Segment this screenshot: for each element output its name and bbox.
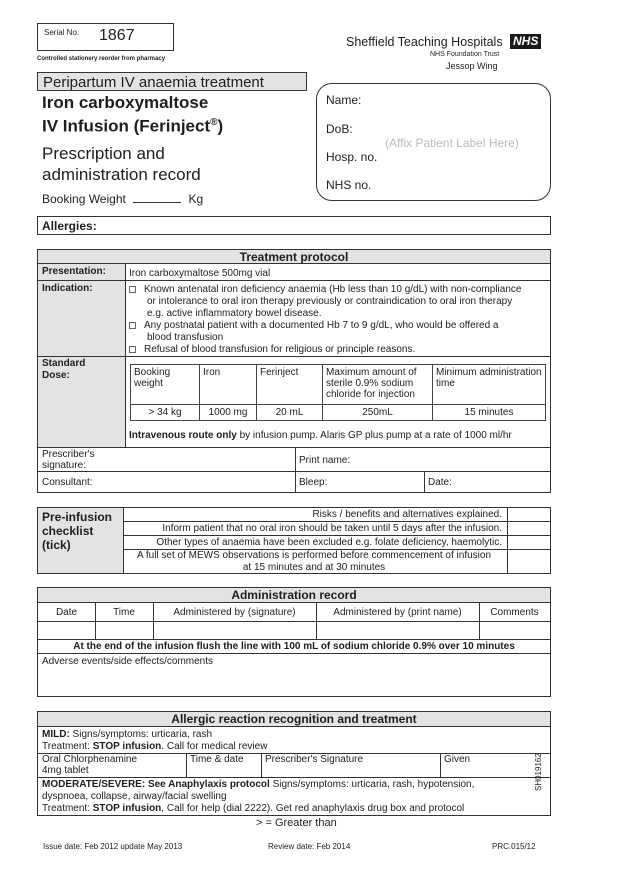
allergies-label: Allergies: — [42, 219, 97, 233]
subtitle — [42, 143, 201, 185]
checkbox-icon[interactable] — [129, 346, 136, 353]
checklist-item: A full set of MEWS observations is performed before commencement of infusion at 15 minutes and at 30 minutes — [136, 550, 492, 573]
admin-col-print-name: Administered by (print name) — [333, 607, 462, 618]
checkbox-icon[interactable] — [129, 322, 136, 329]
booking-weight-field[interactable] — [133, 193, 181, 203]
subtitle-line-2: administration record — [42, 165, 201, 184]
dose-value: 15 minutes — [433, 405, 546, 421]
banner-text: Peripartum IV anaemia treatment — [43, 74, 264, 91]
dose-header: Minimum administration time — [433, 365, 546, 405]
time-date-field[interactable]: Time & date — [190, 754, 244, 765]
dose-value: 250mL — [323, 405, 433, 421]
print-name-field[interactable]: Print name: — [299, 455, 351, 466]
serial-label: Serial No. — [44, 28, 80, 37]
admin-heading: Administration record — [38, 588, 550, 603]
patient-label-box[interactable] — [316, 83, 551, 201]
booking-weight: Booking Weight Kg — [42, 192, 204, 206]
dose-label: Standard Dose: — [42, 358, 86, 381]
treatment-heading: Treatment protocol — [38, 250, 550, 264]
given-field[interactable]: Given — [444, 754, 471, 765]
prescriber-signature-field[interactable]: Prescriber's signature: — [42, 449, 95, 471]
hospital-name: Sheffield Teaching Hospitals — [346, 35, 503, 49]
greater-than-key: > = Greater than — [256, 817, 337, 829]
allergies-box[interactable] — [37, 216, 551, 235]
patient-dob-label: DoB: — [326, 122, 353, 136]
admin-col-signature: Administered by (signature) — [173, 607, 296, 618]
indication-label: Indication: — [42, 283, 93, 294]
checklist-item: Risks / benefits and alternatives explained. — [312, 509, 502, 520]
patient-hosp-label: Hosp. no. — [326, 150, 378, 164]
presentation-label: Presentation: — [42, 266, 106, 277]
indication-list: Known antenatal iron deficiency anaemia (Hb less than 10 g/dL) with non-compliance or intolerance to oral iron therapy previously or contraindication to oral iron therapy e.g. active inflammatory bowel disease. Any postnatal patient with a documented Hb 7 to 9 g/dL, who would be offered a blood transfusion Refusal of blood transfusion for religious or principle reasons. — [129, 284, 549, 356]
allergic-reaction — [37, 711, 551, 816]
trust-name: NHS Foundation Trust — [430, 51, 500, 58]
dose-value: 1000 mg — [200, 405, 257, 421]
tick-box[interactable] — [508, 536, 550, 549]
checkbox-icon[interactable] — [129, 286, 136, 293]
indication-item[interactable]: Known antenatal iron deficiency anaemia (Hb less than 10 g/dL) with non-compliance — [129, 284, 549, 296]
dose-header: Ferinject — [257, 365, 323, 405]
subtitle-line-1: Prescription and — [42, 144, 165, 163]
affix-label-hint: (Affix Patient Label Here) — [385, 136, 519, 150]
drug-line-1: Iron carboxymaltose — [42, 93, 209, 112]
patient-nhs-label: NHS no. — [326, 178, 372, 192]
checklist-title: Pre-infusion checklist (tick) — [42, 510, 113, 552]
checklist-item: Inform patient that no oral iron should be taken until 5 days after the infusion. — [162, 523, 502, 534]
admin-col-comments: Comments — [490, 607, 539, 618]
dose-table — [130, 364, 546, 421]
preinfusion-checklist — [37, 507, 551, 574]
moderate-severe-section: MODERATE/SEVERE: See Anaphylaxis protocol Signs/symptoms: urticaria, rash, hypotension, dyspnoea, collapse, airway/facial swelling Treatment: STOP infusion, Call for help (dial 2222). Get red anaphylaxis drug box and protocol — [42, 779, 475, 814]
patient-name-label: Name: — [326, 93, 362, 107]
serial-number: 1867 — [99, 27, 135, 44]
indication-item[interactable]: Refusal of blood transfusion for religious or principle reasons. — [129, 344, 549, 356]
wing-name: Jessop Wing — [446, 61, 498, 71]
dose-header: Maximum amount of sterile 0.9% sodium chloride for injection — [323, 365, 433, 405]
admin-entry-row[interactable] — [38, 622, 550, 639]
checklist-item: Other types of anaemia have been excluded e.g. folate deficiency, haemolytic. — [156, 537, 502, 548]
prescriber-signature-field[interactable]: Prescriber's Signature — [265, 754, 364, 765]
adverse-events-field[interactable]: Adverse events/side effects/comments — [42, 656, 214, 667]
review-date: Review date: Feb 2014 — [268, 842, 351, 851]
allergic-heading: Allergic reaction recognition and treatment — [38, 712, 550, 727]
mild-section: MILD: Signs/symptoms: urticaria, rash Treatment: STOP infusion. Call for medical review — [42, 729, 268, 752]
admin-col-date: Date — [55, 607, 78, 618]
dose-value: > 34 kg — [131, 405, 200, 421]
controlled-note: Controlled stationery reorder from pharmacy — [37, 56, 166, 62]
dose-header: Booking weight — [131, 365, 200, 405]
route-note: Intravenous route only by infusion pump. Alaris GP plus pump at a rate of 1000 ml/hr — [129, 430, 512, 441]
treatment-protocol — [37, 249, 551, 493]
serial-box — [37, 23, 174, 51]
flush-note: At the end of the infusion flush the line with 100 mL of sodium chloride 0.9% over 10 minutes — [73, 641, 515, 652]
chlorphenamine-label: Oral Chlorphenamine 4mg tablet — [42, 754, 138, 776]
form-code: PRC.015/12 — [492, 842, 536, 851]
tick-box[interactable] — [508, 522, 550, 535]
drug-line-2: IV Infusion (Ferinject®) — [42, 116, 224, 136]
date-field[interactable]: Date: — [428, 477, 452, 488]
nhs-logo: NHS — [510, 34, 541, 49]
side-code: SH019162 — [534, 753, 543, 791]
admin-col-time: Time — [113, 607, 135, 618]
dose-value: 20 mL — [257, 405, 323, 421]
administration-record — [37, 587, 551, 697]
dose-header: Iron — [200, 365, 257, 405]
tick-box[interactable] — [508, 550, 550, 573]
indication-item[interactable]: Any postnatal patient with a documented Hb 7 to 9 g/dL, who would be offered a — [129, 320, 549, 332]
issue-date: Issue date: Feb 2012 update May 2013 — [43, 842, 183, 851]
consultant-field[interactable]: Consultant: — [42, 477, 93, 488]
presentation-value: Iron carboxymaltose 500mg vial — [129, 268, 271, 279]
tick-box[interactable] — [508, 508, 550, 521]
drug-name — [42, 93, 223, 137]
title-banner — [37, 72, 307, 91]
bleep-field[interactable]: Bleep: — [299, 477, 328, 488]
